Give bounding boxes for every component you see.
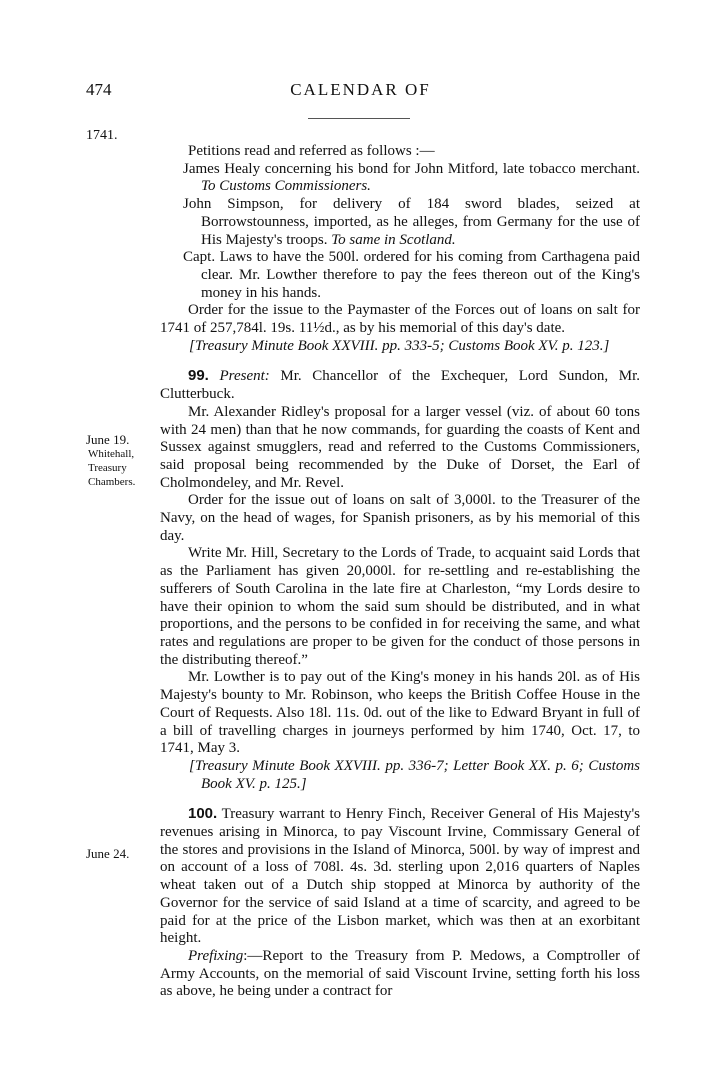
citation (160, 338, 640, 356)
paragraph: Order for the issue to the Paymaster of the Forces out of loans on salt for 1741 of 257,784l. 19s. 11½d., as by his memorial of this day's date. (160, 302, 640, 337)
page-number: 474 (86, 80, 112, 99)
page-header (0, 80, 721, 104)
entry-text: Mr. Chancellor of the Exchequer, Lord Sundon, Mr. Clutterbuck. (160, 368, 641, 403)
entry-text: Treasury warrant to Henry Finch, Receiver General of His Majesty's revenues arising in Minorca, to pay Viscount Irvine, Commissary General of the stores and provisions in the Island of Minorca, 500l. by way of imprest and on account of a loss of 708l. 4s. 3d. sterling upon 2,016 quarters of Naples wheat taken out of a Dutch ship stopped at Minorca by authority of the Governor for the service of said Island at a time of scarcity, and agreed to be paid for at the price of the Lisbon market, which was then at an exorbitant height. (160, 806, 640, 947)
paragraph: Mr. Alexander Ridley's proposal for a larger vessel (viz. of about 60 tons with 24 men) than that he now commands, for guarding the coasts of Kent and Sussex against smugglers, read and referred to the Customs Commissioners, said proposal being recommended by the Duke of Dorset, the Earl of Cholmondeley, and Mr. Revel. (160, 403, 640, 491)
paragraph: Write Mr. Hill, Secretary to the Lords of Trade, to acquaint said Lords that as the Parliament has given 20,000l. for re-settling and re-establishing the sufferers of South Carolina in the late fire at Charleston, “my Lords desire to have their opinion to whom the said sum should be distributed, and in what proportions, and the persons to be confided in for receiving the same, and what rates and regulations are proper to be given for the conduct of those persons in the distributing thereof.” (160, 545, 640, 668)
petition-item (160, 196, 640, 249)
margin-place: Chambers. (88, 476, 136, 488)
citation (160, 758, 640, 793)
citation-text: [Treasury Minute Book XXVIII. pp. 336-7; Letter Book XX. p. 6; Customs Book XV. p. 125.] (189, 757, 640, 792)
entry-number: 100. (188, 805, 218, 823)
paragraph: Petitions read and referred as follows :— (188, 143, 435, 159)
entry-100 (160, 805, 640, 948)
margin-date: June 19. (86, 432, 130, 447)
margin-note-june19 (86, 433, 135, 489)
citation-text: [Treasury Minute Book XXVIII. pp. 333-5; Customs Book XV. p. 123.] (189, 337, 610, 354)
referral: To same in Scotland. (331, 231, 456, 248)
referral: To Customs Commissioners. (201, 178, 371, 195)
margin-year: 1741. (86, 128, 118, 143)
prefixing-label: Prefixing (188, 947, 244, 964)
petition-text: John Simpson, for delivery of 184 sword blades, seized at Borrowstounness, imported, as he alleges, from Germany for the use of His Majesty's troops. (183, 196, 640, 248)
petition-text: James Healy concerning his bond for John Mitford, late tobacco merchant. (183, 160, 640, 177)
entry-99 (160, 367, 640, 403)
spacer (160, 355, 640, 367)
prefixing-text: :—Report to the Treasury from P. Medows, a Comptroller of Army Accounts, on the memorial of said Viscount Irvine, setting forth his loss as above, he being under a contract for (160, 947, 640, 1000)
petition-item (160, 161, 640, 196)
paragraph: Mr. Lowther is to pay out of the King's money in his hands 20l. as of His Majesty's bounty to Mr. Robinson, who keeps the British Coffee House in the Court of Requests. Also 18l. 11s. 0d. out of the like to Edward Bryant in full of a bill of travelling charges in journeys performed by him 1740, Oct. 17, to 1741, May 3. (160, 669, 640, 757)
present-label: Present: (219, 368, 270, 385)
margin-note-june24 (86, 847, 129, 861)
margin-place: Treasury (88, 462, 127, 474)
petition-item: Capt. Laws to have the 500l. ordered for his coming from Carthagena paid clear. Mr. Lowther therefore to pay the fees thereon out of the King's money in his hands. (183, 249, 640, 301)
header-divider (308, 118, 410, 119)
paragraph: Order for the issue out of loans on salt of 3,000l. to the Treasurer of the Navy, on the head of wages, for Spanish prisoners, as by his memorial of this day. (160, 492, 640, 544)
paragraph (160, 948, 640, 1001)
margin-place: Whitehall, (88, 448, 135, 460)
running-title: CALENDAR OF (290, 80, 431, 99)
margin-date: June 24. (86, 846, 130, 861)
spacer (160, 793, 640, 805)
entry-number: 99. (188, 367, 209, 385)
main-text (160, 143, 640, 1001)
